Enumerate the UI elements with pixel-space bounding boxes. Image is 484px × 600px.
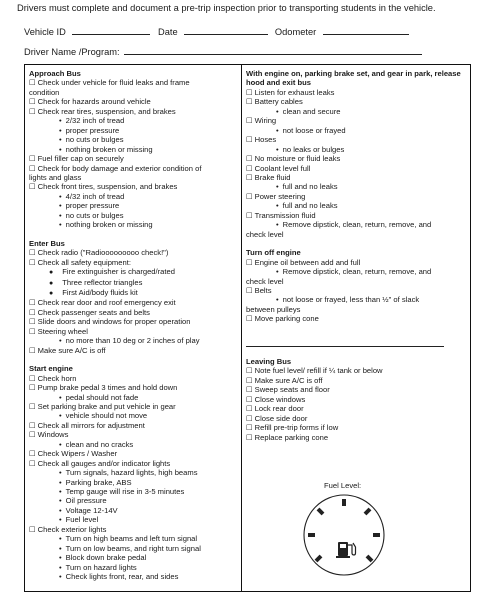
checkbox-icon[interactable]: ☐ <box>246 366 253 376</box>
checklist-item <box>246 395 468 404</box>
item-text: Battery cables <box>254 97 303 107</box>
item-text: check level <box>246 276 284 286</box>
checklist-item <box>246 97 468 106</box>
item-text: Check rear tires, suspension, and brakes <box>37 106 176 116</box>
checkbox-icon[interactable]: ☐ <box>246 210 253 220</box>
gauge-tick-half-left <box>318 509 323 514</box>
item-text: Turn signals, hazard lights, high beams <box>65 468 198 478</box>
checkbox-icon[interactable]: ☐ <box>29 298 36 308</box>
checklist-subitem <box>246 182 468 191</box>
item-text: Block down brake pedal <box>65 553 147 563</box>
checklist-item <box>29 78 239 87</box>
checkbox-icon[interactable]: ☐ <box>246 375 253 385</box>
item-text: Make sure A/C is off <box>254 375 323 385</box>
item-text: Engine oil between add and full <box>254 257 361 267</box>
item-text: no leaks or bulges <box>282 144 345 154</box>
checkbox-icon[interactable]: ☐ <box>29 458 36 468</box>
checklist-item <box>246 211 468 220</box>
item-text: full and no leaks <box>282 182 338 192</box>
checklist-subitem <box>246 145 468 154</box>
item-text: Check all safety equipment: <box>37 257 131 267</box>
item-text: Check all gauges and/or indicator lights <box>37 458 171 468</box>
approach-bus-section <box>29 69 239 230</box>
checkbox-icon[interactable]: ☐ <box>246 394 253 404</box>
checkbox-icon[interactable]: ☐ <box>29 307 36 317</box>
left-column <box>29 69 239 591</box>
item-text: Check for body damage and exterior condition of <box>37 163 202 173</box>
safety-equipment-item <box>29 267 239 277</box>
checklist-subitem <box>246 295 468 304</box>
checkbox-icon[interactable]: ☐ <box>29 248 36 258</box>
column-divider <box>241 64 242 592</box>
item-text: Turn on low beams, and right turn signal <box>65 543 201 553</box>
item-text: no cuts or bulges <box>65 210 124 220</box>
item-text: Slide doors and windows for proper operation <box>37 317 191 327</box>
item-text: nothing broken or missing <box>65 220 153 230</box>
checkbox-icon[interactable]: ☐ <box>246 97 253 107</box>
item-text: Set parking brake and put vehicle in gear <box>37 401 176 411</box>
checklist-item <box>246 164 468 173</box>
checklist-item <box>29 317 239 326</box>
driver-field[interactable] <box>124 45 422 55</box>
item-text: nothing broken or missing <box>65 144 153 154</box>
item-text: Fire extinguisher is charged/rated <box>62 267 175 277</box>
item-text: Transmission fluid <box>254 210 316 220</box>
checklist-item <box>246 116 468 125</box>
item-text: vehicle should not move <box>65 411 148 421</box>
fuel-pump-icon <box>336 542 356 558</box>
odometer-field[interactable] <box>323 25 409 35</box>
item-text: Check for hazards around vehicle <box>37 97 151 107</box>
item-text: Hoses <box>254 135 277 145</box>
checkbox-icon[interactable]: ☐ <box>29 97 36 107</box>
checklist-item <box>246 404 468 413</box>
checkbox-icon[interactable]: ☐ <box>29 106 36 116</box>
vehicle-id-label: Vehicle ID <box>24 27 66 37</box>
item-text: Check rear door and roof emergency exit <box>37 298 176 308</box>
checklist-item <box>29 430 239 439</box>
checklist-item <box>246 192 468 201</box>
checkbox-icon[interactable]: ☐ <box>29 373 36 383</box>
checklist-subitem <box>246 267 468 276</box>
item-text: Coolant level full <box>254 163 311 173</box>
safety-equipment-item <box>29 278 239 288</box>
gauge-tick-full <box>367 556 372 561</box>
item-text: Refill pre-trip forms if low <box>254 423 339 433</box>
turn-off-engine-section <box>246 248 468 324</box>
item-text: Check radio ("Radiooooooooo check!") <box>37 248 169 258</box>
checklist-subitem <box>246 126 468 135</box>
checkbox-icon[interactable]: ☐ <box>246 163 253 173</box>
checklist-item <box>246 385 468 394</box>
item-text: Belts <box>254 285 272 295</box>
checkbox-icon[interactable]: ☐ <box>29 154 36 164</box>
checklist-item <box>29 374 239 383</box>
date-label: Date <box>158 27 178 37</box>
checklist-subitem <box>29 572 239 581</box>
checklist-item <box>29 383 239 392</box>
section-heading: Leaving Bus <box>246 357 292 366</box>
item-text: Brake fluid <box>254 172 291 182</box>
checklist-subitem <box>29 496 239 505</box>
item-text: Pump brake pedal 3 times and hold down <box>37 383 178 393</box>
fuel-level-label: Fuel Level: <box>324 481 362 490</box>
checkbox-icon[interactable]: ☐ <box>246 135 253 145</box>
checklist-subitem <box>29 487 239 496</box>
checklist-item <box>29 154 239 163</box>
checkbox-icon[interactable]: ☐ <box>29 345 36 355</box>
checklist-item <box>246 423 468 432</box>
checklist-subitem <box>246 107 468 116</box>
checklist-subitem <box>29 411 239 420</box>
item-text: proper pressure <box>65 125 120 135</box>
item-text: clean and secure <box>282 106 341 116</box>
item-text: condition <box>29 87 60 97</box>
checklist-subitem <box>29 211 239 220</box>
checklist-item <box>246 286 468 295</box>
checklist-subitem <box>29 506 239 515</box>
checkbox-icon[interactable]: ☐ <box>246 154 253 164</box>
section-heading: Enter Bus <box>29 238 65 248</box>
section-heading: Start engine <box>29 364 73 374</box>
item-text: pedal should not fade <box>65 392 139 402</box>
item-text: Windows <box>37 430 69 440</box>
checklist-item <box>29 327 239 336</box>
item-text: Check Wipers / Washer <box>37 449 118 459</box>
item-text: Check passenger seats and belts <box>37 307 150 317</box>
checklist-item-continuation <box>246 305 468 314</box>
item-text: 4/32 inch of tread <box>65 191 125 201</box>
checklist-subitem <box>29 126 239 135</box>
item-text: no cuts or bulges <box>65 135 124 145</box>
item-text: between pulleys <box>246 304 301 314</box>
driver-label: Driver Name /Program: <box>24 47 120 57</box>
item-text: Steering wheel <box>37 326 88 336</box>
item-text: Check front tires, suspension, and brakes <box>37 182 178 192</box>
item-text: full and no leaks <box>282 201 338 211</box>
checklist-subitem <box>29 336 239 345</box>
item-text: Voltage 12-14V <box>65 505 118 515</box>
date-field[interactable] <box>184 25 268 35</box>
checklist-item <box>246 376 468 385</box>
item-text: Close side door <box>254 413 308 423</box>
checkbox-icon[interactable]: ☐ <box>29 524 36 534</box>
checkbox-icon[interactable]: ☐ <box>29 257 36 267</box>
enter-bus-section <box>29 239 239 355</box>
checklist-subitem <box>29 544 239 553</box>
item-text: lights and glass <box>29 172 82 182</box>
item-text: Check all mirrors for adjustment <box>37 420 145 430</box>
checklist-subitem <box>29 534 239 543</box>
checklist-item <box>29 182 239 191</box>
item-text: Power steering <box>254 191 306 201</box>
checkbox-icon[interactable]: ☐ <box>29 78 36 88</box>
checkbox-icon[interactable]: ☐ <box>29 420 36 430</box>
checklist-subitem <box>29 515 239 524</box>
checklist-item <box>246 366 468 375</box>
checklist-subitem <box>29 192 239 201</box>
item-text: Turn on hazard lights <box>65 562 137 572</box>
item-text: not loose or frayed, less than ½" of slack <box>282 295 420 305</box>
checkbox-icon[interactable]: ☐ <box>29 449 36 459</box>
checklist-item <box>29 421 239 430</box>
item-text: First Aid/body fluids kit <box>62 287 138 297</box>
checkbox-icon[interactable]: ☐ <box>246 257 253 267</box>
checklist-subitem <box>29 135 239 144</box>
checklist-item <box>29 248 239 257</box>
item-text: Sweep seats and floor <box>254 385 330 395</box>
checkbox-icon[interactable]: ☐ <box>246 432 253 442</box>
checklist-item <box>246 433 468 442</box>
item-text: Lock rear door <box>254 404 304 414</box>
checkbox-icon[interactable]: ☐ <box>29 317 36 327</box>
checklist-item <box>246 258 468 267</box>
item-text: Check exterior lights <box>37 524 107 534</box>
item-text: Make sure A/C is off <box>37 345 106 355</box>
checkbox-icon[interactable]: ☐ <box>246 87 253 97</box>
checklist-item <box>29 449 239 458</box>
checklist-item <box>246 173 468 182</box>
safety-equipment-item <box>29 288 239 298</box>
checklist-item <box>246 135 468 144</box>
item-text: Temp gauge will rise in 3-5 minutes <box>65 487 185 497</box>
item-text: Remove dipstick, clean, return, remove, and <box>282 267 432 277</box>
checkbox-icon[interactable]: ☐ <box>246 385 253 395</box>
checkbox-icon[interactable]: ☐ <box>246 404 253 414</box>
engine-on-section <box>246 69 468 239</box>
vehicle-info-row <box>24 25 409 37</box>
checkbox-icon[interactable]: ☐ <box>246 314 253 324</box>
checkbox-icon[interactable]: ☐ <box>29 430 36 440</box>
checklist-item <box>29 298 239 307</box>
item-text: Parking brake, ABS <box>65 477 132 487</box>
driver-row <box>24 45 422 57</box>
checklist-subitem <box>246 220 468 229</box>
checklist-subitem <box>29 478 239 487</box>
checklist-item <box>29 402 239 411</box>
checklist-item <box>29 525 239 534</box>
checklist-item <box>29 308 239 317</box>
item-text: Turn on high beams and left turn signal <box>65 534 198 544</box>
intro-text: Drivers must complete and document a pre-trip inspection prior to transporting students in the vehicle. <box>17 3 436 13</box>
right-column <box>246 69 468 333</box>
item-text: Check under vehicle for fluid leaks and frame <box>37 78 190 88</box>
item-text: no more than 10 deg or 2 inches of play <box>65 336 200 346</box>
checklist-item <box>29 346 239 355</box>
checklist-item <box>246 154 468 163</box>
item-text: Note fuel level/ refill if ¼ tank or below <box>254 366 383 376</box>
checklist-item-continuation <box>29 88 239 97</box>
item-text: Remove dipstick, clean, return, remove, and <box>282 220 432 230</box>
item-text: proper pressure <box>65 201 120 211</box>
checklist-subitem <box>29 220 239 229</box>
checklist-subitem <box>246 201 468 210</box>
checkbox-icon[interactable]: ☐ <box>246 423 253 433</box>
item-text: Move parking cone <box>254 314 319 324</box>
checklist-item <box>246 88 468 97</box>
gauge-tick-empty <box>316 556 321 561</box>
checklist-subitem <box>29 201 239 210</box>
checkbox-icon[interactable]: ☐ <box>246 191 253 201</box>
checklist-item-continuation <box>246 230 468 239</box>
item-text: 2/32 inch of tread <box>65 116 125 126</box>
checkbox-icon[interactable]: ☐ <box>246 285 253 295</box>
checklist-item-continuation <box>29 173 239 182</box>
checklist-subitem <box>29 563 239 572</box>
checkbox-icon[interactable]: ☐ <box>29 326 36 336</box>
odometer-label: Odometer <box>274 27 317 37</box>
item-text: Close windows <box>254 394 306 404</box>
item-text: Check horn <box>37 373 77 383</box>
item-text: Oil pressure <box>65 496 107 506</box>
start-engine-section <box>29 364 239 581</box>
section-heading: Approach Bus <box>29 69 81 78</box>
checklist-subitem <box>29 468 239 477</box>
checklist-item <box>246 314 468 323</box>
checkbox-icon[interactable]: ☐ <box>246 413 253 423</box>
checkbox-icon[interactable]: ☐ <box>29 383 36 393</box>
item-text: clean and no cracks <box>65 439 134 449</box>
checklist-item <box>29 459 239 468</box>
checklist-subitem <box>29 440 239 449</box>
item-text: Three reflector triangles <box>62 277 143 287</box>
checklist-item-continuation <box>246 277 468 286</box>
gauge-tick-half-right <box>365 509 370 514</box>
fuel-gauge-icon <box>302 493 386 577</box>
checklist-item <box>246 414 468 423</box>
checkbox-icon[interactable]: ☐ <box>29 182 36 192</box>
item-text: Listen for exhaust leaks <box>254 87 335 97</box>
item-text: not loose or frayed <box>282 125 346 135</box>
item-text: Fuel level <box>65 515 99 525</box>
checkbox-icon[interactable]: ☐ <box>246 116 253 126</box>
checklist-item <box>29 258 239 267</box>
item-text: Fuel filler cap on securely <box>37 154 124 164</box>
checklist-item <box>29 107 239 116</box>
checklist-item <box>29 164 239 173</box>
section-heading: Turn off engine <box>246 248 301 258</box>
item-text: Wiring <box>254 116 277 126</box>
checklist-subitem <box>29 116 239 125</box>
vehicle-id-field[interactable] <box>72 25 150 35</box>
checkbox-icon[interactable]: ☐ <box>29 163 36 173</box>
leaving-column <box>246 357 468 451</box>
section-heading: With engine on, parking brake set, and gear in park, release hood and exit bus <box>246 69 461 88</box>
checklist-subitem <box>29 145 239 154</box>
leaving-bus-section <box>246 357 468 442</box>
item-text: Check lights front, rear, and sides <box>65 572 179 582</box>
checkbox-icon[interactable]: ☐ <box>29 401 36 411</box>
item-text: Replace parking cone <box>254 432 329 442</box>
section-rule <box>246 346 444 347</box>
checklist-item <box>29 97 239 106</box>
item-text: check level <box>246 229 284 239</box>
checkbox-icon[interactable]: ☐ <box>246 172 253 182</box>
checklist-subitem <box>29 393 239 402</box>
item-text: No moisture or fluid leaks <box>254 154 341 164</box>
checklist-subitem <box>29 553 239 562</box>
